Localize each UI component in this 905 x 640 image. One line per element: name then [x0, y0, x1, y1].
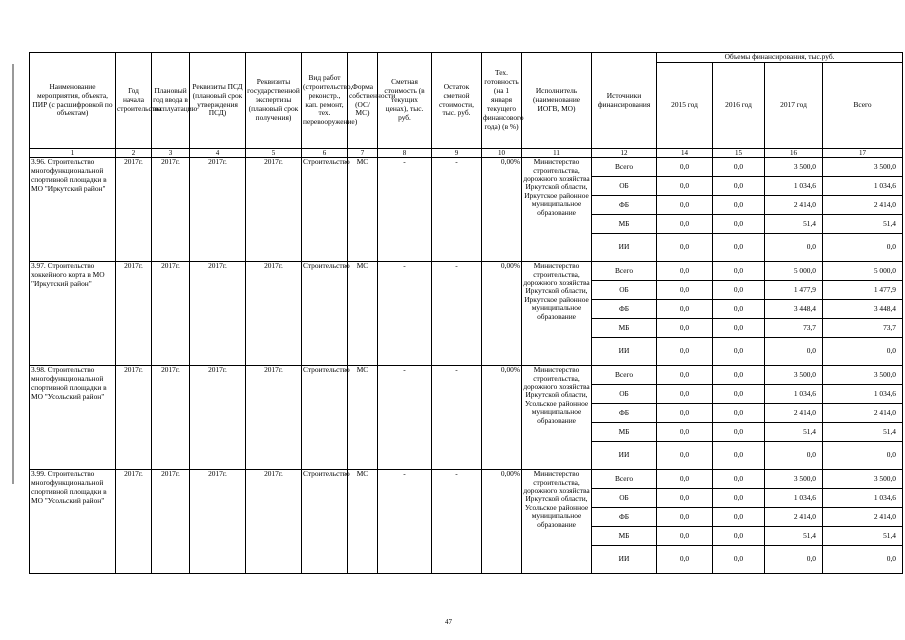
value-total: 1 034,6: [823, 385, 903, 404]
value-2015: 0,0: [657, 527, 713, 546]
header-plan-year: Плановый год ввода в эксплуатацию: [152, 53, 190, 149]
value-2016: 0,0: [713, 234, 765, 262]
scan-edge-marks: [12, 64, 14, 484]
value-total: 5 000,0: [823, 262, 903, 281]
value-2017: 0,0: [765, 338, 823, 366]
start-year: 2017г.: [116, 262, 152, 366]
expertise-year: 2017г.: [246, 366, 302, 470]
source-label: ИИ: [592, 338, 657, 366]
value-2016: 0,0: [713, 300, 765, 319]
readiness: 0,00%: [482, 262, 522, 366]
psd-year: 2017г.: [190, 262, 246, 366]
source-label: МБ: [592, 527, 657, 546]
psd-year: 2017г.: [190, 470, 246, 574]
value-2016: 0,0: [713, 442, 765, 470]
value-2017: 1 477,9: [765, 281, 823, 300]
value-2017: 3 448,4: [765, 300, 823, 319]
header-start-year: Год начала строительства: [116, 53, 152, 149]
col-number: 5: [246, 149, 302, 158]
readiness: 0,00%: [482, 158, 522, 262]
value-total: 3 500,0: [823, 158, 903, 177]
header-readiness: Тех. готовность (на 1 января текущего финансового года) (в %): [482, 53, 522, 149]
header-name: Наименование мероприятия, объекта, ПИР (с расшифровкой по объектам): [30, 53, 116, 149]
col-number: 15: [713, 149, 765, 158]
source-label: Всего: [592, 470, 657, 489]
value-2017: 1 034,6: [765, 385, 823, 404]
header-psd: Реквизиты ПСД (плановый срок утверждения ПСД): [190, 53, 246, 149]
source-label: Всего: [592, 158, 657, 177]
value-2017: 2 414,0: [765, 508, 823, 527]
value-2016: 0,0: [713, 366, 765, 385]
remaining: -: [432, 366, 482, 470]
value-2015: 0,0: [657, 300, 713, 319]
value-2016: 0,0: [713, 489, 765, 508]
work-type: Строительство: [302, 158, 348, 262]
financing-table: [29, 52, 903, 574]
value-total: 2 414,0: [823, 404, 903, 423]
value-2016: 0,0: [713, 196, 765, 215]
value-2016: 0,0: [713, 319, 765, 338]
header-row-1: [30, 53, 903, 63]
header-estimate: Сметная стоимость (в текущих ценах), тыс. руб.: [378, 53, 432, 149]
work-type: Строительство: [302, 366, 348, 470]
expertise-year: 2017г.: [246, 262, 302, 366]
table-row: [30, 366, 903, 385]
expertise-year: 2017г.: [246, 158, 302, 262]
item-name: 3.96. Строительство многофункциональной спортивной площадки в МО "Иркутский район": [30, 158, 116, 262]
col-number: 2: [116, 149, 152, 158]
estimate: -: [378, 158, 432, 262]
value-2015: 0,0: [657, 177, 713, 196]
source-label: ИИ: [592, 234, 657, 262]
value-2015: 0,0: [657, 470, 713, 489]
source-label: МБ: [592, 215, 657, 234]
work-type: Строительство: [302, 262, 348, 366]
source-label: Всего: [592, 366, 657, 385]
value-2016: 0,0: [713, 508, 765, 527]
start-year: 2017г.: [116, 366, 152, 470]
source-label: ФБ: [592, 196, 657, 215]
value-2016: 0,0: [713, 385, 765, 404]
plan-year: 2017г.: [152, 158, 190, 262]
value-2017: 3 500,0: [765, 158, 823, 177]
value-2016: 0,0: [713, 262, 765, 281]
col-number: 17: [823, 149, 903, 158]
value-2016: 0,0: [713, 281, 765, 300]
executor: Министерство строительства, дорожного хозяйства Иркутской области, Усольское районное муниципальное образование: [522, 366, 592, 470]
col-number: 1: [30, 149, 116, 158]
header-remaining: Остаток сметной стоимости, тыс. руб.: [432, 53, 482, 149]
value-2016: 0,0: [713, 177, 765, 196]
source-label: ОБ: [592, 177, 657, 196]
source-label: ФБ: [592, 508, 657, 527]
source-label: ОБ: [592, 281, 657, 300]
value-2015: 0,0: [657, 319, 713, 338]
value-2015: 0,0: [657, 489, 713, 508]
value-2017: 0,0: [765, 442, 823, 470]
value-2015: 0,0: [657, 215, 713, 234]
header-expertise: Реквизиты государственной экспертизы (плановый срок получения): [246, 53, 302, 149]
value-total: 0,0: [823, 338, 903, 366]
value-2016: 0,0: [713, 338, 765, 366]
value-total: 1 034,6: [823, 177, 903, 196]
value-2017: 1 034,6: [765, 489, 823, 508]
value-2016: 0,0: [713, 404, 765, 423]
value-total: 51,4: [823, 423, 903, 442]
executor: Министерство строительства, дорожного хозяйства Иркутской области, Иркутское районное муниципальное образование: [522, 158, 592, 262]
value-2015: 0,0: [657, 366, 713, 385]
value-2015: 0,0: [657, 508, 713, 527]
psd-year: 2017г.: [190, 366, 246, 470]
remaining: -: [432, 158, 482, 262]
value-2016: 0,0: [713, 423, 765, 442]
header-2016: 2016 год: [713, 63, 765, 149]
value-total: 0,0: [823, 234, 903, 262]
source-label: МБ: [592, 319, 657, 338]
estimate: -: [378, 366, 432, 470]
table-row: [30, 470, 903, 489]
value-2016: 0,0: [713, 527, 765, 546]
source-label: ОБ: [592, 489, 657, 508]
expertise-year: 2017г.: [246, 470, 302, 574]
header-2015: 2015 год: [657, 63, 713, 149]
value-total: 3 500,0: [823, 470, 903, 489]
value-total: 1 477,9: [823, 281, 903, 300]
estimate: -: [378, 470, 432, 574]
item-block-3-96: [30, 158, 903, 262]
header-ownership: Форма собственности (ОС/МС): [348, 53, 378, 149]
col-number: 10: [482, 149, 522, 158]
remaining: -: [432, 470, 482, 574]
value-2017: 1 034,6: [765, 177, 823, 196]
header-work-type: Вид работ (строительство, реконстр., кап. ремонт, тех. перевооружение): [302, 53, 348, 149]
value-2017: 5 000,0: [765, 262, 823, 281]
value-2015: 0,0: [657, 385, 713, 404]
plan-year: 2017г.: [152, 366, 190, 470]
start-year: 2017г.: [116, 470, 152, 574]
value-2016: 0,0: [713, 470, 765, 489]
plan-year: 2017г.: [152, 262, 190, 366]
readiness: 0,00%: [482, 366, 522, 470]
value-2016: 0,0: [713, 158, 765, 177]
col-number: 12: [592, 149, 657, 158]
page-number: 47: [445, 618, 452, 626]
item-block-3-98: [30, 366, 903, 470]
value-total: 3 500,0: [823, 366, 903, 385]
value-2017: 51,4: [765, 527, 823, 546]
value-2017: 2 414,0: [765, 404, 823, 423]
value-2017: 51,4: [765, 423, 823, 442]
header-sources: Источники финансирования: [592, 53, 657, 149]
source-label: ФБ: [592, 404, 657, 423]
executor: Министерство строительства, дорожного хозяйства Иркутской области, Усольское районное муниципальное образование: [522, 470, 592, 574]
value-2015: 0,0: [657, 404, 713, 423]
value-2017: 3 500,0: [765, 470, 823, 489]
start-year: 2017г.: [116, 158, 152, 262]
item-name: 3.98. Строительство многофункциональной спортивной площадки в МО "Усольский район": [30, 366, 116, 470]
value-2015: 0,0: [657, 158, 713, 177]
source-label: МБ: [592, 423, 657, 442]
value-total: 51,4: [823, 527, 903, 546]
col-number: 7: [348, 149, 378, 158]
estimate: -: [378, 262, 432, 366]
source-label: ИИ: [592, 546, 657, 574]
value-2017: 73,7: [765, 319, 823, 338]
value-2017: 0,0: [765, 546, 823, 574]
psd-year: 2017г.: [190, 158, 246, 262]
plan-year: 2017г.: [152, 470, 190, 574]
value-2016: 0,0: [713, 546, 765, 574]
value-2015: 0,0: [657, 423, 713, 442]
ownership: МС: [348, 158, 378, 262]
col-number: 16: [765, 149, 823, 158]
ownership: МС: [348, 470, 378, 574]
header-2017: 2017 год: [765, 63, 823, 149]
item-block-3-97: [30, 262, 903, 366]
table-row: [30, 158, 903, 177]
remaining: -: [432, 262, 482, 366]
ownership: МС: [348, 262, 378, 366]
value-2015: 0,0: [657, 262, 713, 281]
value-total: 0,0: [823, 546, 903, 574]
work-type: Строительство: [302, 470, 348, 574]
source-label: ФБ: [592, 300, 657, 319]
value-2015: 0,0: [657, 196, 713, 215]
value-2015: 0,0: [657, 442, 713, 470]
item-name: 3.99. Строительство многофункциональной спортивной площадки в МО "Усольский район": [30, 470, 116, 574]
source-label: ИИ: [592, 442, 657, 470]
col-number: 4: [190, 149, 246, 158]
source-label: ОБ: [592, 385, 657, 404]
value-2015: 0,0: [657, 338, 713, 366]
col-number: 9: [432, 149, 482, 158]
value-2017: 51,4: [765, 215, 823, 234]
value-total: 0,0: [823, 442, 903, 470]
col-number: 3: [152, 149, 190, 158]
source-label: Всего: [592, 262, 657, 281]
col-number: 6: [302, 149, 348, 158]
table-row: [30, 262, 903, 281]
value-total: 1 034,6: [823, 489, 903, 508]
value-total: 3 448,4: [823, 300, 903, 319]
ownership: МС: [348, 366, 378, 470]
value-2017: 0,0: [765, 234, 823, 262]
header-total: Всего: [823, 63, 903, 149]
item-block-3-99: [30, 470, 903, 574]
value-2015: 0,0: [657, 281, 713, 300]
item-name: 3.97. Строительство хоккейного корта в МО "Иркутский район": [30, 262, 116, 366]
value-2015: 0,0: [657, 546, 713, 574]
value-total: 2 414,0: [823, 508, 903, 527]
value-2016: 0,0: [713, 215, 765, 234]
value-2017: 3 500,0: [765, 366, 823, 385]
col-number: 11: [522, 149, 592, 158]
value-2015: 0,0: [657, 234, 713, 262]
executor: Министерство строительства, дорожного хозяйства Иркутской области, Иркутское районное муниципальное образование: [522, 262, 592, 366]
col-number: 8: [378, 149, 432, 158]
value-total: 73,7: [823, 319, 903, 338]
header-executor: Исполнитель (наименование ИОГВ, МО): [522, 53, 592, 149]
value-2017: 2 414,0: [765, 196, 823, 215]
header-funding-group: Объемы финансирования, тыс.руб.: [657, 53, 903, 63]
col-number: 14: [657, 149, 713, 158]
value-total: 51,4: [823, 215, 903, 234]
value-total: 2 414,0: [823, 196, 903, 215]
readiness: 0,00%: [482, 470, 522, 574]
